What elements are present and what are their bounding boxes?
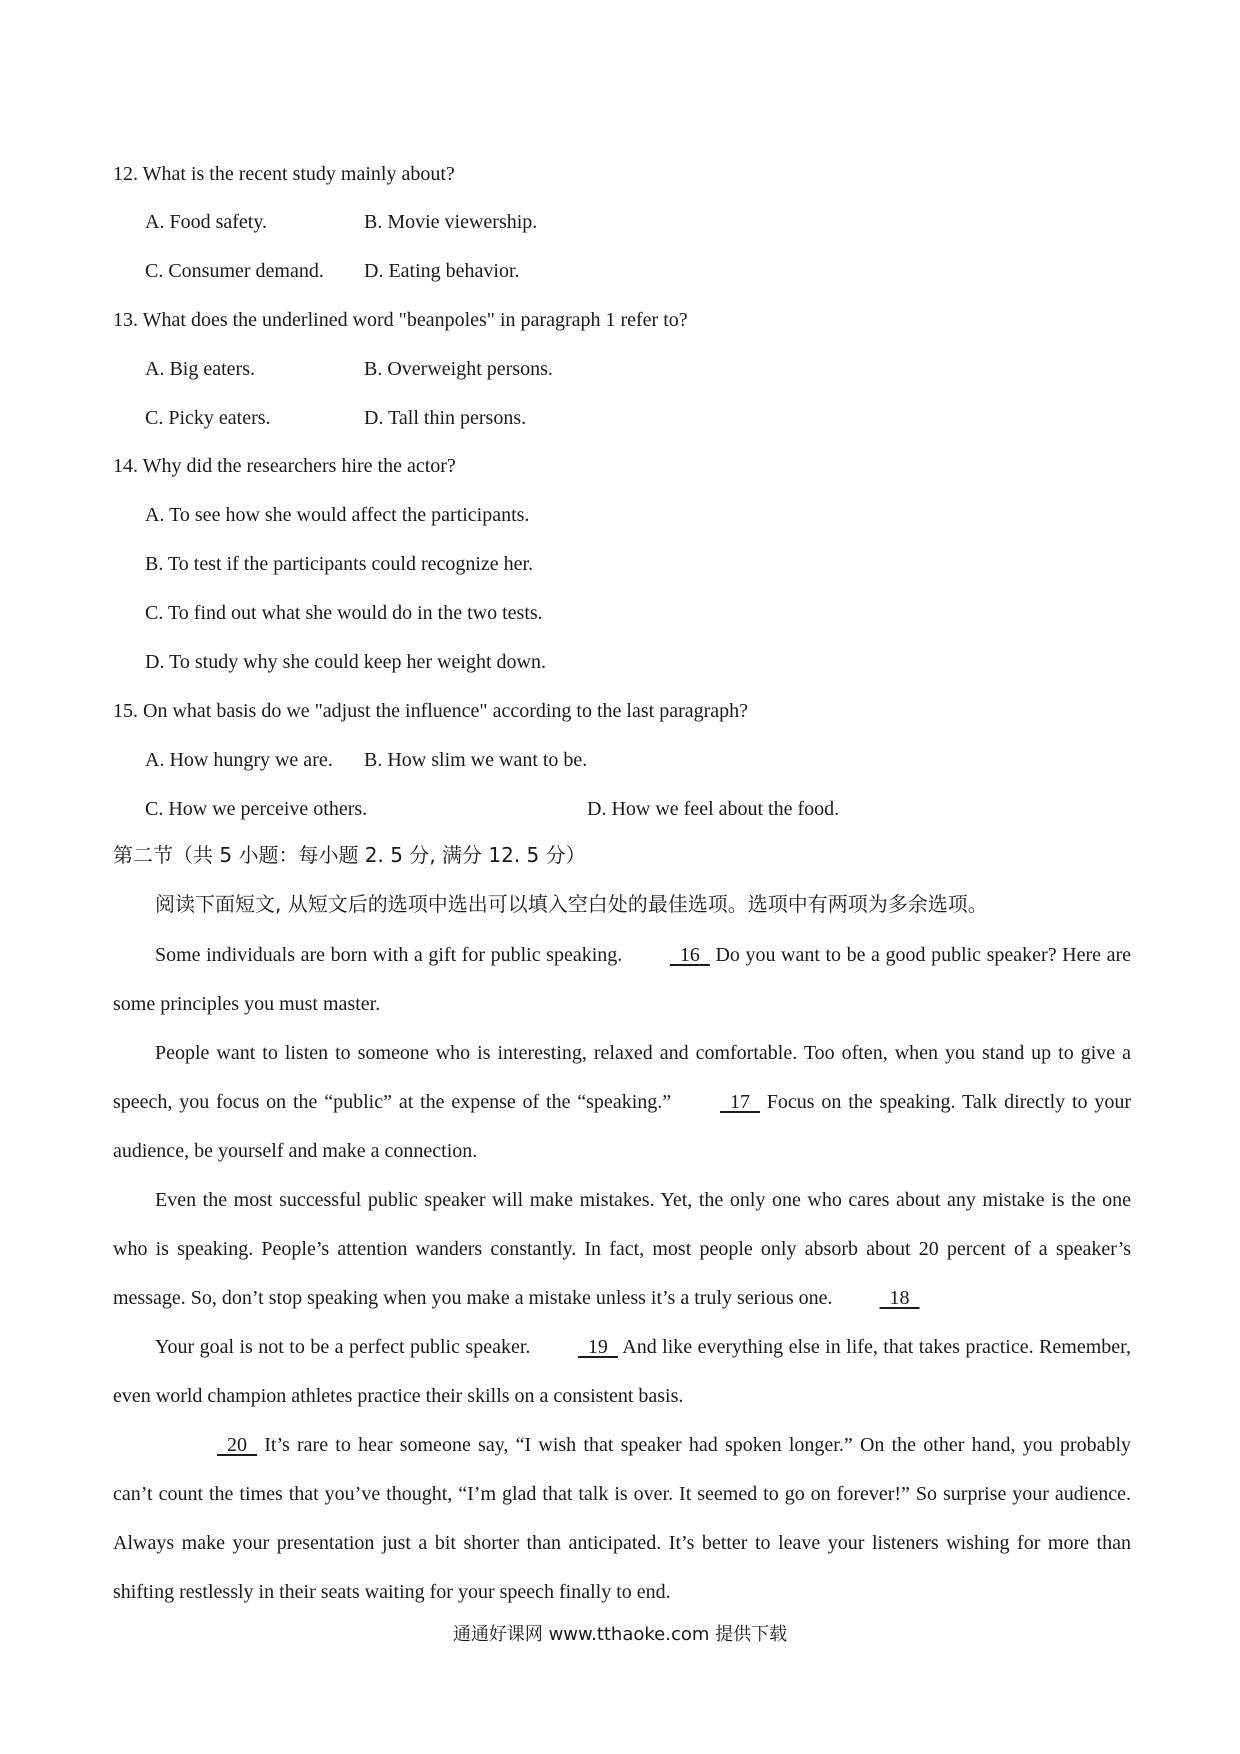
passage-p5-text: It’s rare to hear someone say, “I wish that speaker had spoken longer.” On the other hand, you probably can’t count the times that you’ve thought, “I’m glad that talk is over. It seemed to go on forever!” So surprise your audience. Always make your presentation just a bit shorter than anticipated. It’s better to leave your listeners wishing for more than shifting restlessly in their seats waiting for your speech finally to end.	[113, 1434, 1132, 1603]
passage-paragraph-1	[113, 931, 1131, 1029]
question-15-option-d: D. How we feel about the food.	[587, 798, 840, 820]
passage-paragraph-3	[113, 1176, 1131, 1323]
question-12-option-d: D. Eating behavior.	[364, 260, 520, 282]
question-12-option-c: C. Consumer demand.	[145, 260, 324, 282]
passage-p4-text-before: Your goal is not to be a perfect public speaker.	[155, 1336, 531, 1358]
question-14-option-b: B. To test if the participants could recognize her.	[145, 553, 534, 575]
question-13-stem: 13. What does the underlined word "beanpoles" in paragraph 1 refer to?	[113, 309, 688, 331]
question-13-option-b: B. Overweight persons.	[364, 358, 553, 380]
question-15-stem: 15. On what basis do we "adjust the influence" according to the last paragraph?	[113, 700, 749, 722]
passage-p4-text-after: And like everything else in life, that takes practice. Remember, even world champion athletes practice their skills on a consistent basis.	[113, 1336, 1132, 1407]
passage-p3-text-before: Even the most successful public speaker will make mistakes. Yet, the only one who cares about any mistake is the one who is speaking. People’s attention wanders constantly. In fact, most people only absorb about 20 percent of a speaker’s message. So, don’t stop speaking when you make a mistake unless it’s a truly serious one.	[113, 1189, 1131, 1309]
blank-17: 17	[729, 1091, 750, 1113]
question-15-option-a: A. How hungry we are.	[145, 749, 333, 771]
question-12-stem: 12. What is the recent study mainly about?	[113, 163, 455, 185]
passage-paragraph-2	[113, 1029, 1131, 1176]
question-14-option-c: C. To find out what she would do in the two tests.	[145, 602, 543, 624]
section-2-title: 第二节（共 5 小题：每小题 2. 5 分, 满分 12. 5 分）	[113, 843, 586, 867]
question-13-option-c: C. Picky eaters.	[145, 407, 271, 429]
blank-18: 18	[889, 1287, 910, 1309]
passage-p2-text-after: Focus on the speaking. Talk directly to your audience, be yourself and make a connection.	[113, 1091, 1132, 1162]
question-12-option-b: B. Movie viewership.	[364, 211, 538, 233]
question-14-option-a: A. To see how she would affect the participants.	[145, 504, 530, 526]
passage-p1-text-after: Do you want to be a good public speaker? Here are some principles you must master.	[113, 944, 1132, 1015]
question-14-option-d: D. To study why she could keep her weight down.	[145, 651, 546, 673]
question-13-option-d: D. Tall thin persons.	[364, 407, 527, 429]
question-12-option-a: A. Food safety.	[145, 211, 268, 233]
passage-p2-text-before: People want to listen to someone who is interesting, relaxed and comfortable. Too often, when you stand up to give a speech, you focus on the “public” at the expense of the “speaking.”	[113, 1042, 1131, 1113]
blank-20: 20	[227, 1434, 247, 1456]
passage-paragraph-5	[113, 1421, 1131, 1617]
passage-p1-text-before: Some individuals are born with a gift for public speaking.	[155, 944, 623, 966]
blank-16: 16	[679, 944, 700, 966]
question-13-option-a: A. Big eaters.	[145, 358, 255, 380]
question-14-stem: 14. Why did the researchers hire the actor?	[113, 455, 456, 477]
page-footer: 通通好课网 www.tthaoke.com 提供下载	[452, 1624, 788, 1645]
blank-19: 19	[587, 1336, 608, 1358]
question-15-option-b: B. How slim we want to be.	[364, 749, 588, 771]
question-15-option-c: C. How we perceive others.	[145, 798, 368, 820]
passage-paragraph-4	[113, 1323, 1131, 1421]
section-2-instruction: 阅读下面短文, 从短文后的选项中选出可以填入空白处的最佳选项。选项中有两项为多余选项。	[155, 892, 988, 916]
